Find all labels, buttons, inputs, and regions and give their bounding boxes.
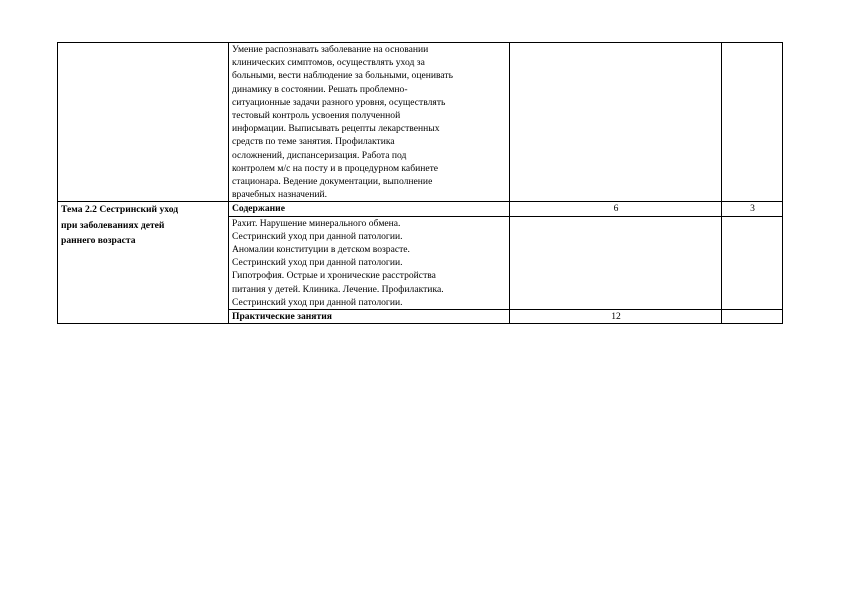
content-description-cell [229, 216, 510, 309]
skills-line: контролем м/с на посту и в процедурном кабинете [232, 162, 439, 174]
skills-line: информации. Выписывать рецепты лекарственных [232, 123, 440, 135]
skills-line: Умение распознавать заболевание на основании [232, 44, 429, 55]
hours-cell [510, 216, 722, 309]
skills-line: врачебных назначений. [232, 189, 328, 201]
level-cell [722, 43, 783, 202]
content-line: Гипотрофия. Острые и хронические расстройства [232, 270, 436, 282]
topic-title-line: Тема 2.2 Сестринский уход [61, 204, 179, 216]
content-line: Сестринский уход при данной патологии. [232, 257, 403, 269]
content-line: Сестринский уход при данной патологии. [232, 230, 403, 242]
hours-cell: 6 [510, 202, 722, 216]
topic-title-cell [58, 202, 229, 324]
level-cell [722, 216, 783, 309]
table-row [58, 43, 783, 202]
skills-line: тестовый контроль усвоения полученной [232, 110, 401, 122]
curriculum-table [57, 42, 783, 324]
skills-line: динамику в состоянии. Решать проблемно- [232, 83, 408, 95]
skills-line: средств по теме занятия. Профилактика [232, 136, 395, 148]
topic-title-line: при заболеваниях детей [61, 219, 165, 231]
level-cell: 3 [722, 202, 783, 216]
topic-cell-empty [58, 43, 229, 202]
skills-line: ситуационные задачи разного уровня, осуществлять [232, 96, 446, 108]
practice-header-cell: Практические занятия [229, 310, 510, 324]
skills-line: стационара. Ведение документации, выполнение [232, 176, 433, 188]
skills-line: клинических симптомов, осуществлять уход за [232, 57, 425, 69]
content-header-cell: Содержание [229, 202, 510, 216]
content-line: Аномалии конституции в детском возрасте. [232, 244, 410, 256]
hours-cell: 12 [510, 310, 722, 324]
content-line: Сестринский уход при данной патологии. [232, 296, 403, 308]
hours-cell [510, 43, 722, 202]
skills-line: осложнений, диспансеризация. Работа под [232, 149, 407, 161]
table-row [58, 202, 783, 216]
content-line: питания у детей. Клиника. Лечение. Профилактика. [232, 283, 444, 295]
skills-line: больными, вести наблюдение за больными, оценивать [232, 70, 453, 82]
topic-title-line: раннего возраста [61, 234, 136, 246]
skills-description-cell [229, 43, 510, 202]
content-line: Рахит. Нарушение минерального обмена. [232, 217, 401, 229]
level-cell [722, 310, 783, 324]
